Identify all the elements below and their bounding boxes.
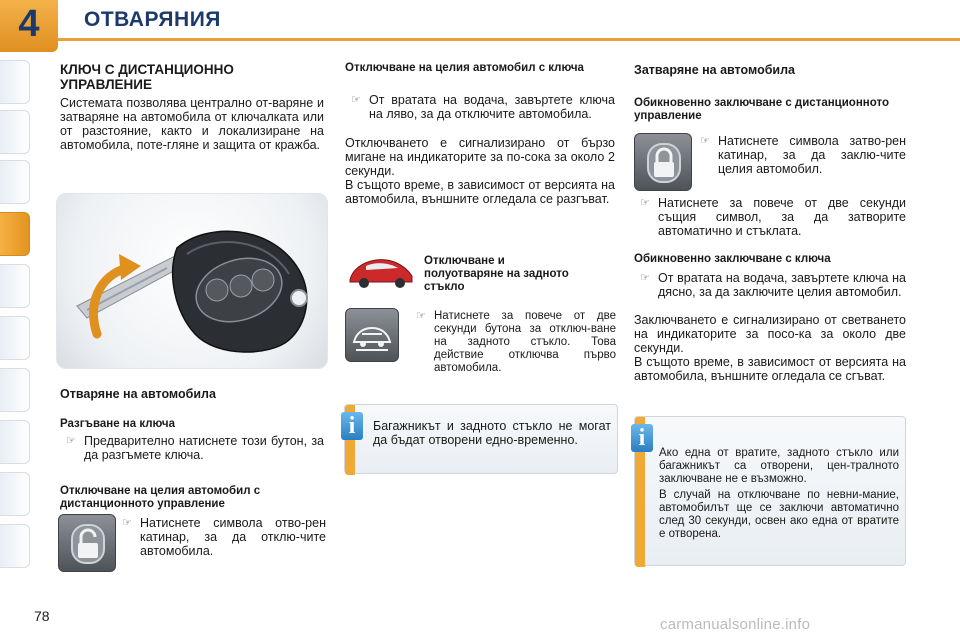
key-unlock-text-1: Отключването е сигнализирано от бързо мигане на индикаторите за по-сока за около 2 секунди. (345, 136, 615, 178)
bullet-text: От вратата на водача, завъртете ключа на дясно, за да заключите целия автомобил. (658, 271, 906, 299)
info-note-box (344, 404, 618, 474)
info-warning-box (634, 416, 906, 566)
section-heading-opening: Отваряне на автомобила (60, 387, 216, 401)
section-heading-remote-key: КЛЮЧ С ДИСТАНЦИОННО УПРАВЛЕНИЕ (60, 62, 234, 92)
chapter-rail-tab-active[interactable] (0, 212, 30, 256)
intro-text: Системата позволява централно от-варяне и затваряне на автомобила от ключалката или от разстояние, както и локализиране на автомобила, поте-гляне и защита от кражба. (60, 96, 324, 152)
header-rule (0, 38, 960, 41)
chapter-rail-tab[interactable] (0, 420, 30, 464)
remote-key-icon (57, 194, 328, 369)
key-lock-text-2: В същото време, в зависимост от версията на автомобила, външните огледала се сгъват. (634, 355, 906, 383)
pointer-icon: ☞ (122, 517, 132, 529)
key-illustration (56, 193, 328, 369)
chapter-rail-tab[interactable] (0, 316, 30, 360)
bullet-text: Предварително натиснете този бутон, за да разгъмете ключа. (84, 434, 324, 462)
subheading-remote-unlock: Отключване на целия автомобил с дистанционното управление (60, 485, 261, 510)
bullet-key-lock (634, 271, 906, 299)
section-heading-closing: Затваряне на автомобила (634, 63, 796, 77)
chapter-rail-tab[interactable] (0, 368, 30, 412)
unlock-button-icon (58, 514, 116, 572)
bullet-remote-lock (694, 134, 906, 176)
watermark: carmanualsonline.info (660, 616, 811, 633)
subheading-key-lock: Обикновенно заключване с ключа (634, 253, 831, 265)
pointer-icon: ☞ (640, 272, 650, 284)
bullet-key-unlock (345, 93, 615, 121)
bullet-text: От вратата на водача, завъртете ключа на ляво, за да отключите автомобила. (369, 93, 615, 121)
chapter-rail-tab[interactable] (0, 524, 30, 568)
chapter-rail-tab[interactable] (0, 60, 30, 104)
info-warning-text-1: Ако една от вратите, задното стъкло или багажникът са отворени, цен-тралното заключване не е възможно. (659, 447, 899, 485)
chapter-rail-tab[interactable] (0, 160, 30, 204)
rear-window-button-icon (345, 308, 399, 362)
bullet-remote-lock-windows (634, 196, 906, 238)
key-unlock-text-2: В същото време, в зависимост от версията на автомобила, външните огледала се разгъват. (345, 178, 615, 206)
page-header (0, 0, 960, 52)
bullet-unfold-key (60, 434, 324, 462)
pointer-icon: ☞ (66, 435, 76, 447)
pointer-icon: ☞ (351, 94, 361, 106)
chapter-tab (0, 0, 58, 52)
lock-button-icon (634, 133, 692, 191)
bullet-text: Натиснете символа отво-рен катинар, за да отклю-чите автомобила. (140, 516, 326, 558)
page-title: ОТВАРЯНИЯ (84, 8, 221, 31)
subheading-unfold-key: Разгъване на ключа (60, 418, 175, 430)
chapter-rail (0, 60, 34, 580)
subheading-key-unlock: Отключване на целия автомобил с ключа (345, 62, 584, 74)
bullet-text: Натиснете за повече от две секунди същия символ, за да затворите автоматично и стъклата. (658, 196, 906, 238)
subheading-rear-window: Отключване и полуотваряне на задното стъкло (424, 255, 569, 293)
bullet-text: Натиснете за повече от две секунди бутона за отключ-ване на задното стъкло. Това действие отключва първо автомобила. (434, 310, 616, 374)
info-warning-text-2: В случай на отключване по невни-мание, автомобилът ще се заключи автоматично след 30 секунди, освен ако една от вратите е отворена. (659, 489, 899, 540)
info-note-text: Багажникът и задното стъкло не могат да бъдат отворени едно-временно. (373, 419, 611, 447)
bullet-text: Натиснете символа затво-рен катинар, за да заклю-чите целия автомобил. (718, 134, 906, 176)
pointer-icon: ☞ (700, 135, 710, 147)
chapter-number: 4 (18, 3, 40, 45)
info-icon: i (341, 412, 363, 440)
chapter-rail-tab[interactable] (0, 472, 30, 516)
page-number: 78 (34, 608, 50, 624)
pointer-icon: ☞ (640, 197, 650, 209)
key-lock-text-1: Заключването е сигнализирано от светването на индикаторите за посо-ка за около две секунди. (634, 313, 906, 355)
info-icon: i (631, 424, 653, 452)
subheading-remote-lock: Обикновенно заключване с дистанционното управление (634, 97, 889, 122)
car-rear-icon (346, 252, 416, 292)
pointer-icon: ☞ (416, 310, 426, 322)
chapter-rail-tab[interactable] (0, 110, 30, 154)
chapter-rail-tab[interactable] (0, 264, 30, 308)
bullet-rear-window (410, 310, 616, 375)
bullet-remote-unlock (116, 516, 326, 558)
